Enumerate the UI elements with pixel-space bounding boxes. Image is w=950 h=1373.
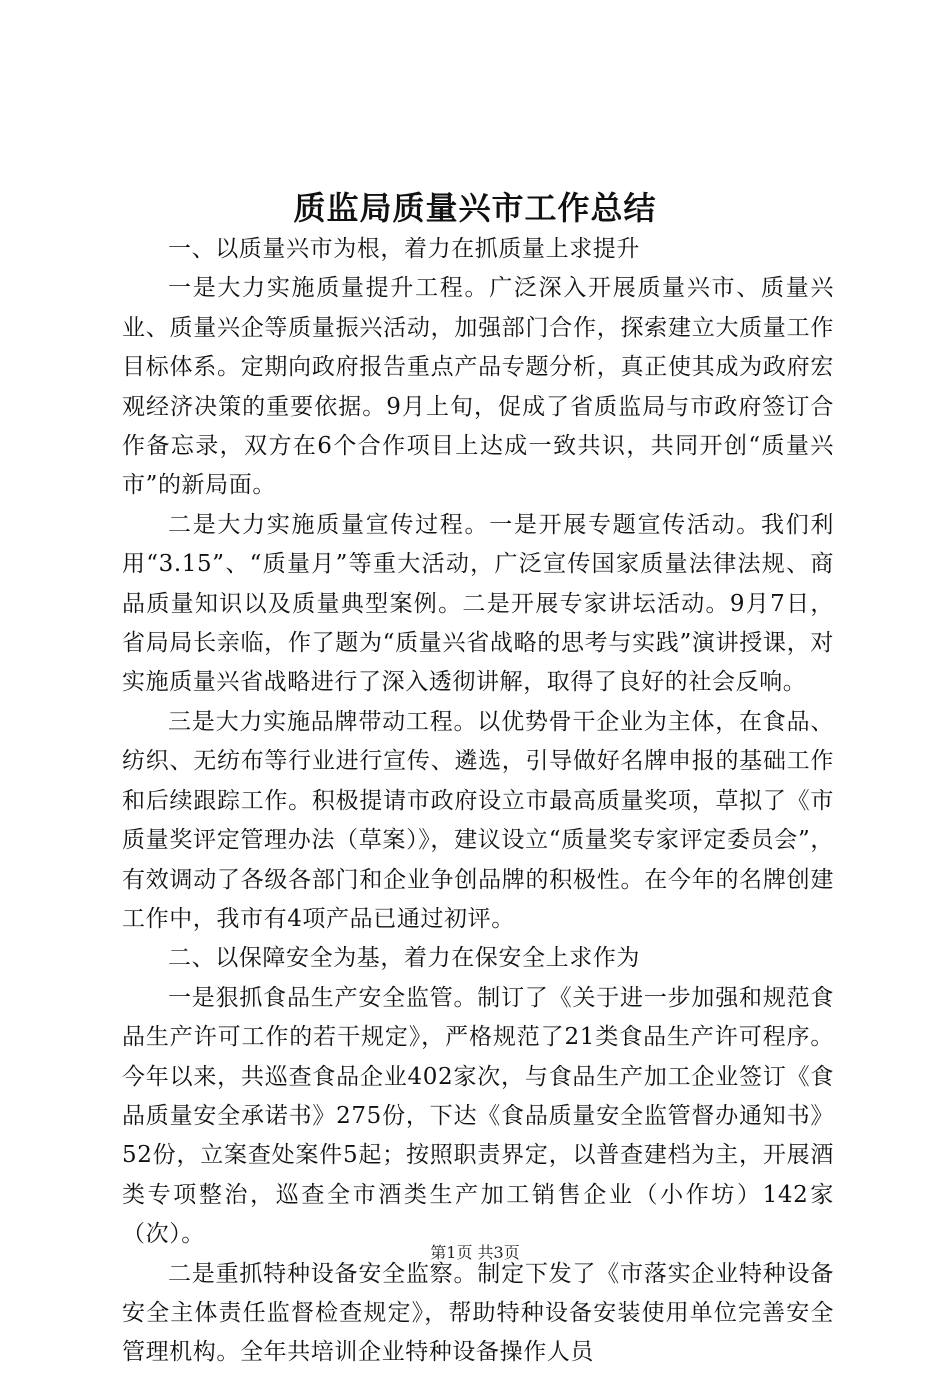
document-title: 质监局质量兴市工作总结 [293, 189, 657, 227]
paragraph-special-equipment: 二是重抓特种设备安全监察。制定下发了《市落实企业特种设备安全主体责任监督检查规定》，帮助特种设备安装使用单位完善安全管理机构。全年共培训企业特种设备操作人员 [122, 1260, 834, 1366]
section-heading-1: 一、以质量兴市为根，着力在抓质量上求提升 [168, 236, 640, 262]
paragraph-quality-improvement: 一是大力实施质量提升工程。广泛深入开展质量兴市、质量兴业、质量兴企等质量振兴活动，加强部门合作，探索建立大质量工作目标体系。定期向政府报告重点产品专题分析，真正使其成为政府宏观经济决策的重要依据。9月上旬，促成了省质监局与市政府签订合作备忘录，双方在6个合作项目上达成一致共识，共同开创“质量兴市”的新局面。 [122, 275, 834, 499]
document-body [122, 230, 834, 1373]
paragraph-quality-publicity: 二是大力实施质量宣传过程。一是开展专题宣传活动。我们利用“3.15”、“质量月”等重大活动，广泛宣传国家质量法律法规、商品质量知识以及质量典型案例。二是开展专家讲坛活动。9月7日，省局局长亲临，作了题为“质量兴省战略的思考与实践”演讲授课，对实施质量兴省战略进行了深入透彻讲解，取得了良好的社会反响。 [122, 511, 834, 696]
page-number-footer: 第1页 共3页 [430, 1243, 520, 1262]
section-heading-2: 二、以保障安全为基，着力在保安全上求作为 [168, 945, 640, 972]
paragraph-food-safety: 一是狠抓食品生产安全监管。制订了《关于进一步加强和规范食品生产许可工作的若干规定》，严格规范了21类食品生产许可程序。今年以来，共巡查食品企业402家次，与食品生产加工企业签订《食品质量安全承诺书》275份，下达《食品质量安全监管督办通知书》52份，立案查处案件5起；按照职责界定，以普查建档为主，开展酒类专项整治，巡查全市酒类生产加工销售企业（小作坊）142家（次）。 [122, 984, 834, 1248]
paragraph-brand-building: 三是大力实施品牌带动工程。以优势骨干企业为主体，在食品、纺织、无纺布等行业进行宣传、遴选，引导做好名牌申报的基础工作和后续跟踪工作。积极提请市政府设立市最高质量奖项，草拟了《市质量奖评定管理办法（草案）》，建议设立“质量奖专家评定委员会”，有效调动了各级各部门和企业争创品牌的积极性。在今年的名牌创建工作中，我市有4项产品已通过初评。 [122, 708, 834, 932]
